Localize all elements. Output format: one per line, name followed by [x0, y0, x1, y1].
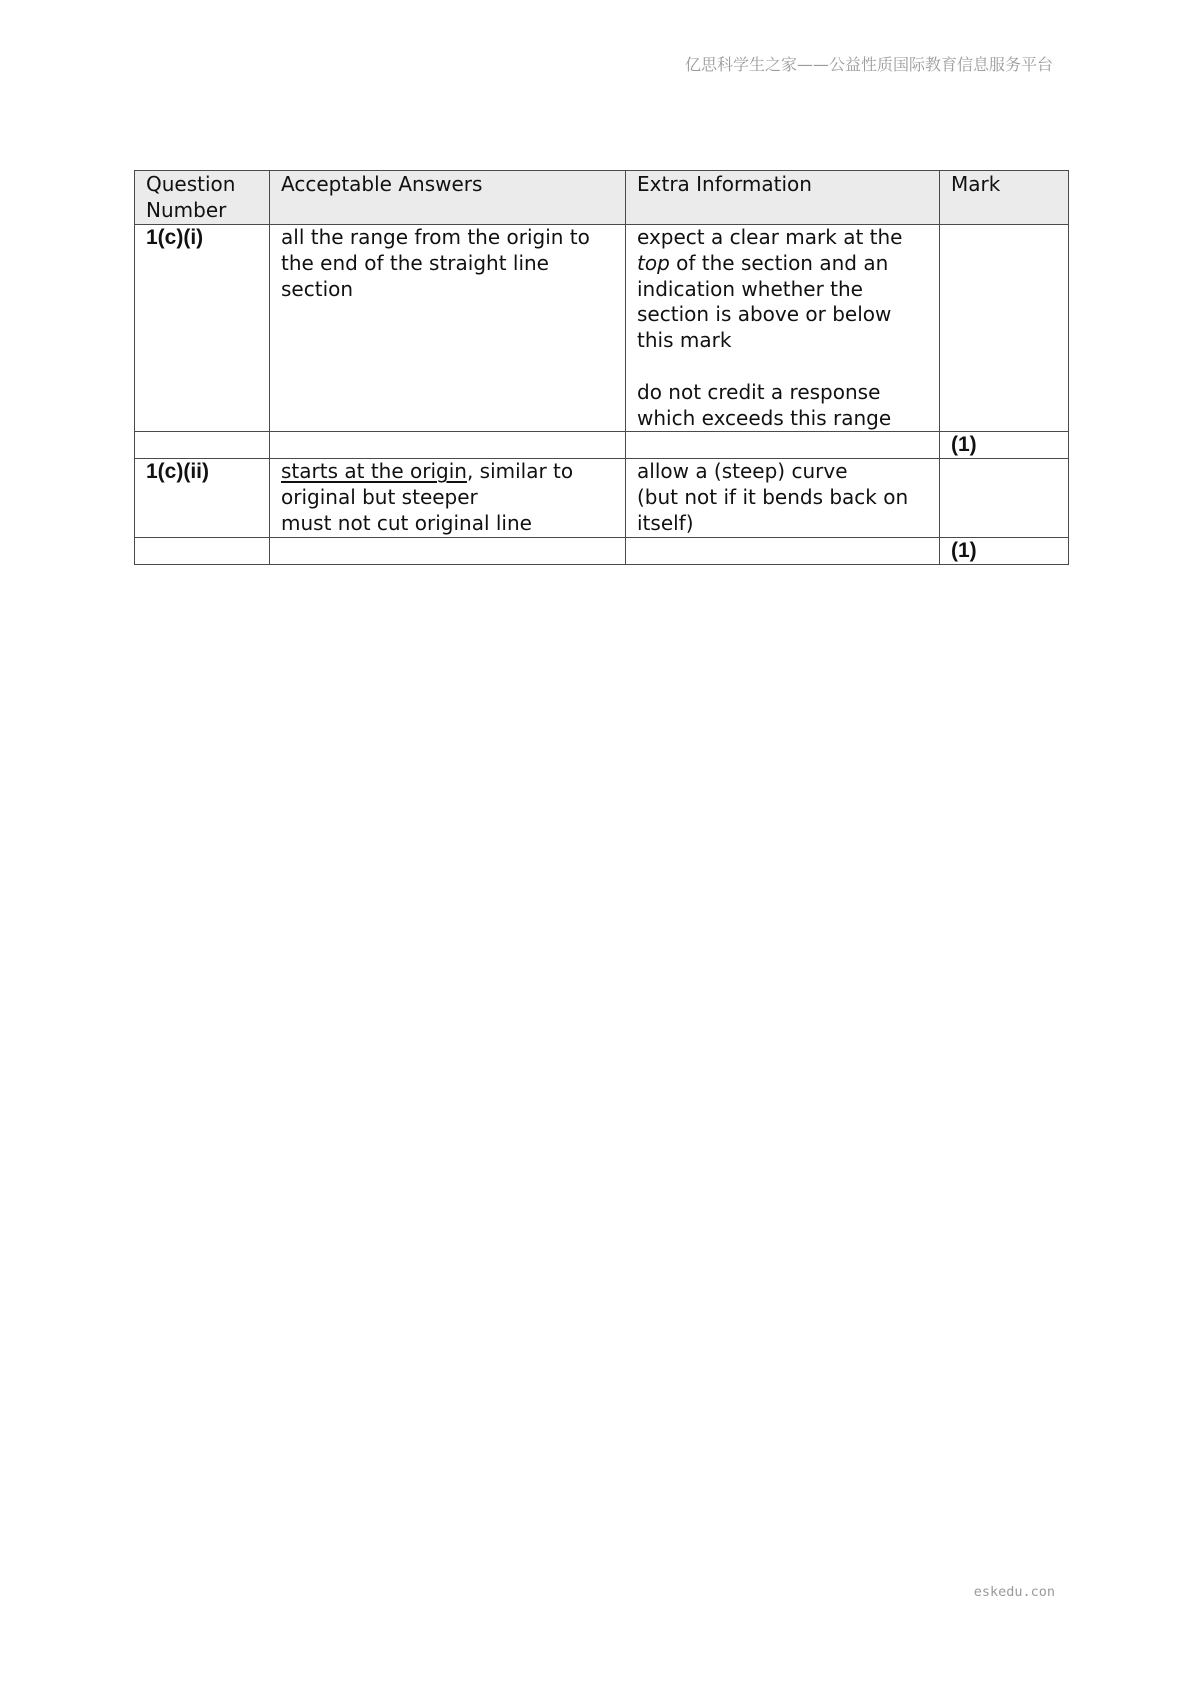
extra-information-line: this mark: [637, 328, 732, 353]
extra-information-line: [637, 251, 933, 277]
empty-cell: [270, 537, 626, 564]
acceptable-answers-cell: [270, 225, 626, 432]
empty-cell: [626, 432, 940, 459]
answer-line: original but steeper: [281, 485, 478, 510]
column-header-acceptable-answers: Acceptable Answers: [270, 171, 626, 225]
extra-information-line: allow a (steep) curve: [637, 459, 848, 484]
empty-cell: [135, 432, 270, 459]
extra-information-paragraph: [637, 459, 933, 536]
answer-line: [281, 459, 619, 485]
extra-information-line: do not credit a response: [637, 379, 881, 404]
answer-line: section: [281, 276, 354, 301]
mark-value: (1): [940, 432, 1069, 459]
empty-cell: [626, 537, 940, 564]
answer-line: the end of the straight line: [281, 250, 549, 275]
acceptable-answers-cell: [270, 459, 626, 537]
column-header-mark: Mark: [940, 171, 1069, 225]
extra-information-cell: [626, 459, 940, 537]
question-number-cell: 1(c)(ii): [135, 459, 270, 537]
mark-scheme-table: [134, 170, 1069, 565]
extra-information-line: indication whether the: [637, 276, 863, 301]
column-header-extra-information: Extra Information: [626, 171, 940, 225]
empty-cell: [135, 537, 270, 564]
table-header-row: [135, 171, 1069, 225]
extra-information-cell: [626, 225, 940, 432]
extra-information-paragraph: [637, 225, 933, 354]
mark-total-row: [135, 432, 1069, 459]
underlined-text: starts at the origin: [281, 459, 467, 484]
table-row: [135, 459, 1069, 537]
extra-information-paragraph: [637, 380, 933, 432]
mark-value: (1): [940, 537, 1069, 564]
emphasized-text: top: [637, 250, 670, 275]
mark-cell: [940, 459, 1069, 537]
answer-line-text: , similar to: [466, 459, 574, 484]
mark-cell: [940, 225, 1069, 432]
table-row: [135, 225, 1069, 432]
answer-line: must not cut original line: [281, 510, 532, 535]
extra-information-line: expect a clear mark at the: [637, 225, 903, 249]
extra-information-line: section is above or below: [637, 302, 892, 327]
footer-site-text: eskedu.con: [973, 1584, 1055, 1600]
extra-information-line: which exceeds this range: [637, 405, 892, 430]
extra-information-line: (but not if it bends back on: [637, 485, 909, 510]
column-header-question-number: Question Number: [135, 171, 270, 225]
answer-line: all the range from the origin to: [281, 225, 590, 249]
mark-total-row: [135, 537, 1069, 564]
question-number-cell: 1(c)(i): [135, 225, 270, 432]
empty-cell: [270, 432, 626, 459]
extra-information-line-text: of the section and an: [669, 250, 889, 275]
extra-information-line: itself): [637, 510, 694, 535]
header-site-text: 亿思科学生之家——公益性质国际教育信息服务平台: [684, 55, 1053, 74]
